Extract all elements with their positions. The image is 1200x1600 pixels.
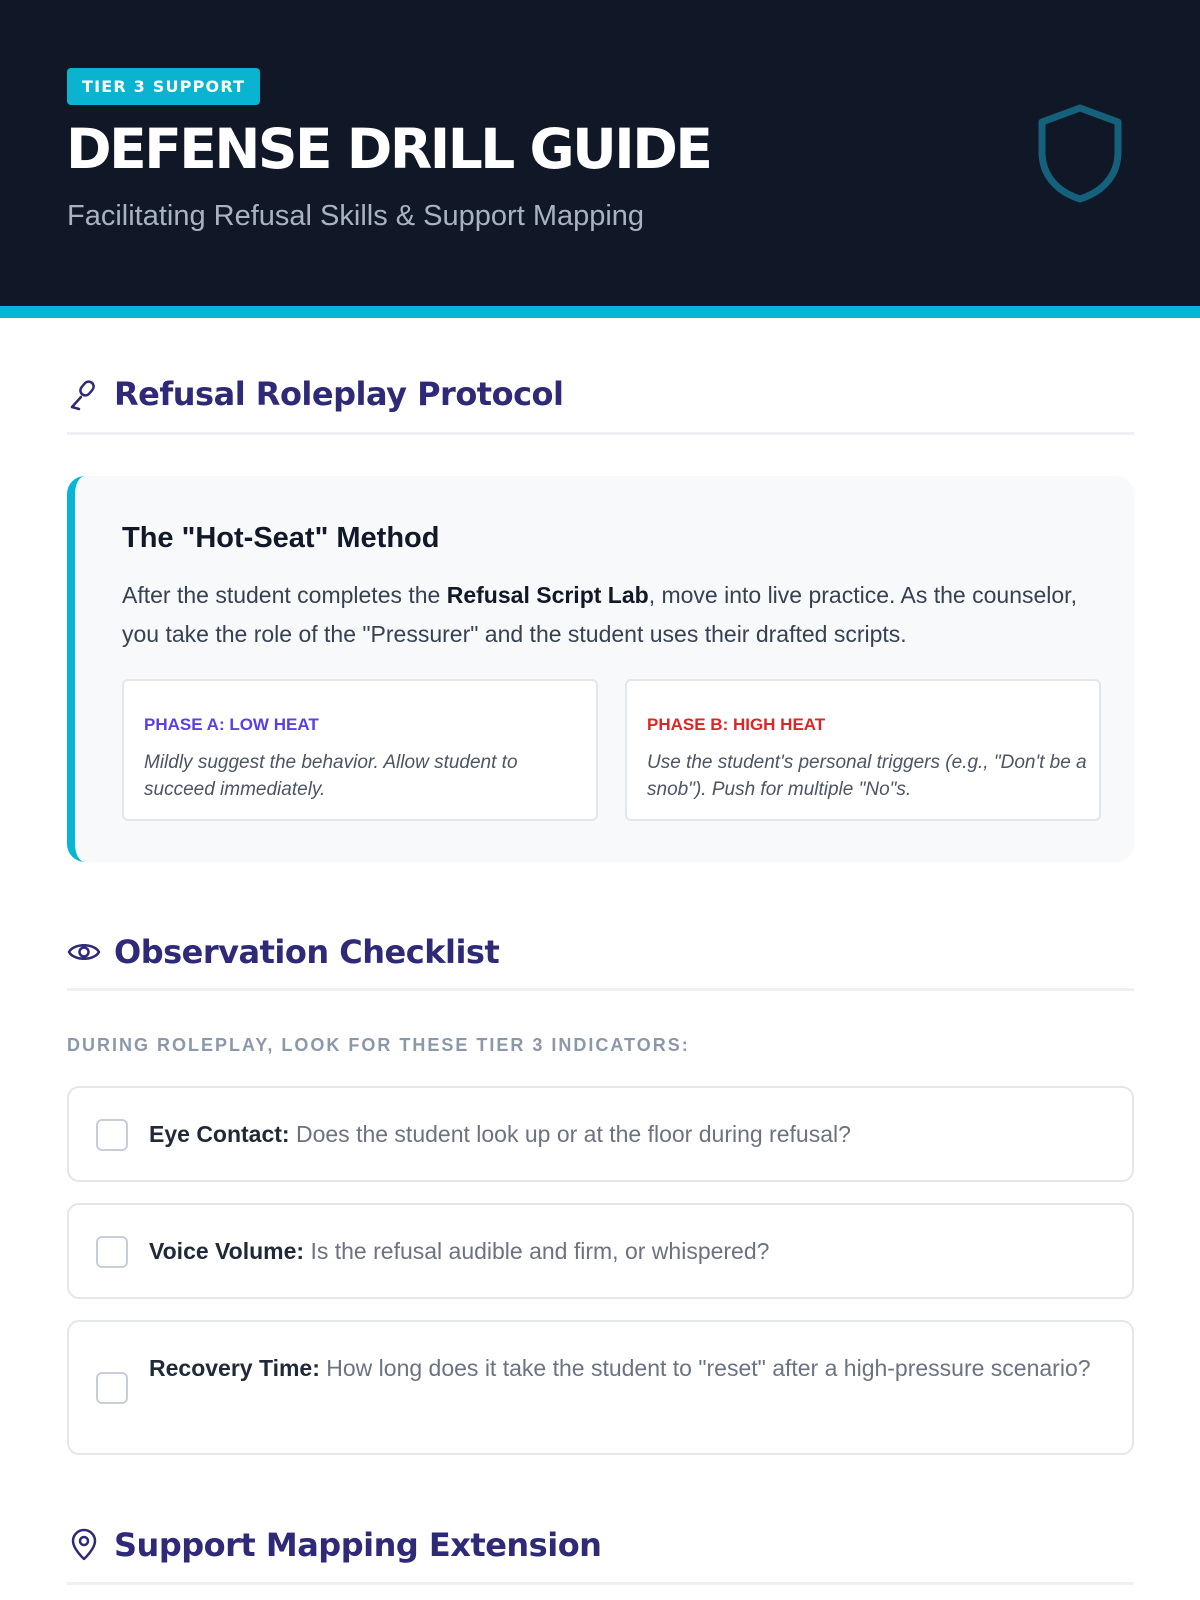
section-divider — [67, 432, 1134, 435]
phase-b-text: Use the student's personal triggers (e.g., "Don't be a snob"). Push for multiple "No"s. — [647, 752, 1087, 800]
phase-b-card — [625, 679, 1101, 821]
page-title: DEFENSE DRILL GUIDE — [66, 117, 711, 181]
page-header — [0, 0, 1200, 306]
checklist-intro: DURING ROLEPLAY, LOOK FOR THESE TIER 3 INDICATORS: — [67, 1035, 690, 1055]
checklist-item — [67, 1320, 1134, 1455]
checklist-item — [67, 1203, 1134, 1299]
phase-b-label: PHASE B: HIGH HEAT — [647, 715, 826, 734]
checklist-item-label: Voice Volume: — [149, 1238, 305, 1264]
section-title-observation: Observation Checklist — [114, 933, 500, 971]
checklist-item-text: Voice Volume: Is the refusal audible and firm, or whispered? — [149, 1238, 770, 1264]
checklist-item-text: Eye Contact: Does the student look up or at the floor during refusal? — [149, 1121, 851, 1147]
section-title-roleplay: Refusal Roleplay Protocol — [114, 375, 564, 413]
hot-seat-method-card — [67, 476, 1134, 862]
map-pin-icon — [67, 1528, 101, 1562]
phase-a-card — [122, 679, 598, 821]
checklist-item — [67, 1086, 1134, 1182]
checklist-item-label: Eye Contact: — [149, 1121, 290, 1147]
phase-a-label: PHASE A: LOW HEAT — [144, 715, 319, 734]
method-body-emphasis: Refusal Script Lab — [446, 582, 649, 608]
shield-icon — [1036, 102, 1124, 204]
header-accent-bar — [0, 306, 1200, 318]
phase-a-text: Mildly suggest the behavior. Allow student to succeed immediately. — [144, 752, 518, 800]
eye-icon — [67, 935, 101, 969]
section-divider — [67, 988, 1134, 991]
section-title-support: Support Mapping Extension — [114, 1526, 602, 1564]
checklist-item-text: Recovery Time: How long does it take the student to "reset" after a high-pressure scenario? — [149, 1355, 1091, 1381]
section-divider — [67, 1582, 1134, 1585]
microphone-icon — [67, 378, 101, 412]
method-title: The "Hot-Seat" Method — [122, 522, 440, 554]
method-description: After the student completes the Refusal Script Lab, move into live practice. As the counselor, you take the role of the "Pressurer" and the student uses their drafted scripts. — [122, 582, 1077, 647]
checkbox[interactable] — [96, 1119, 128, 1151]
checklist-item-label: Recovery Time: — [149, 1355, 320, 1381]
page-subtitle: Facilitating Refusal Skills & Support Mapping — [67, 200, 645, 232]
checkbox[interactable] — [96, 1372, 128, 1404]
tier-badge: TIER 3 SUPPORT — [67, 68, 260, 105]
checkbox[interactable] — [96, 1236, 128, 1268]
